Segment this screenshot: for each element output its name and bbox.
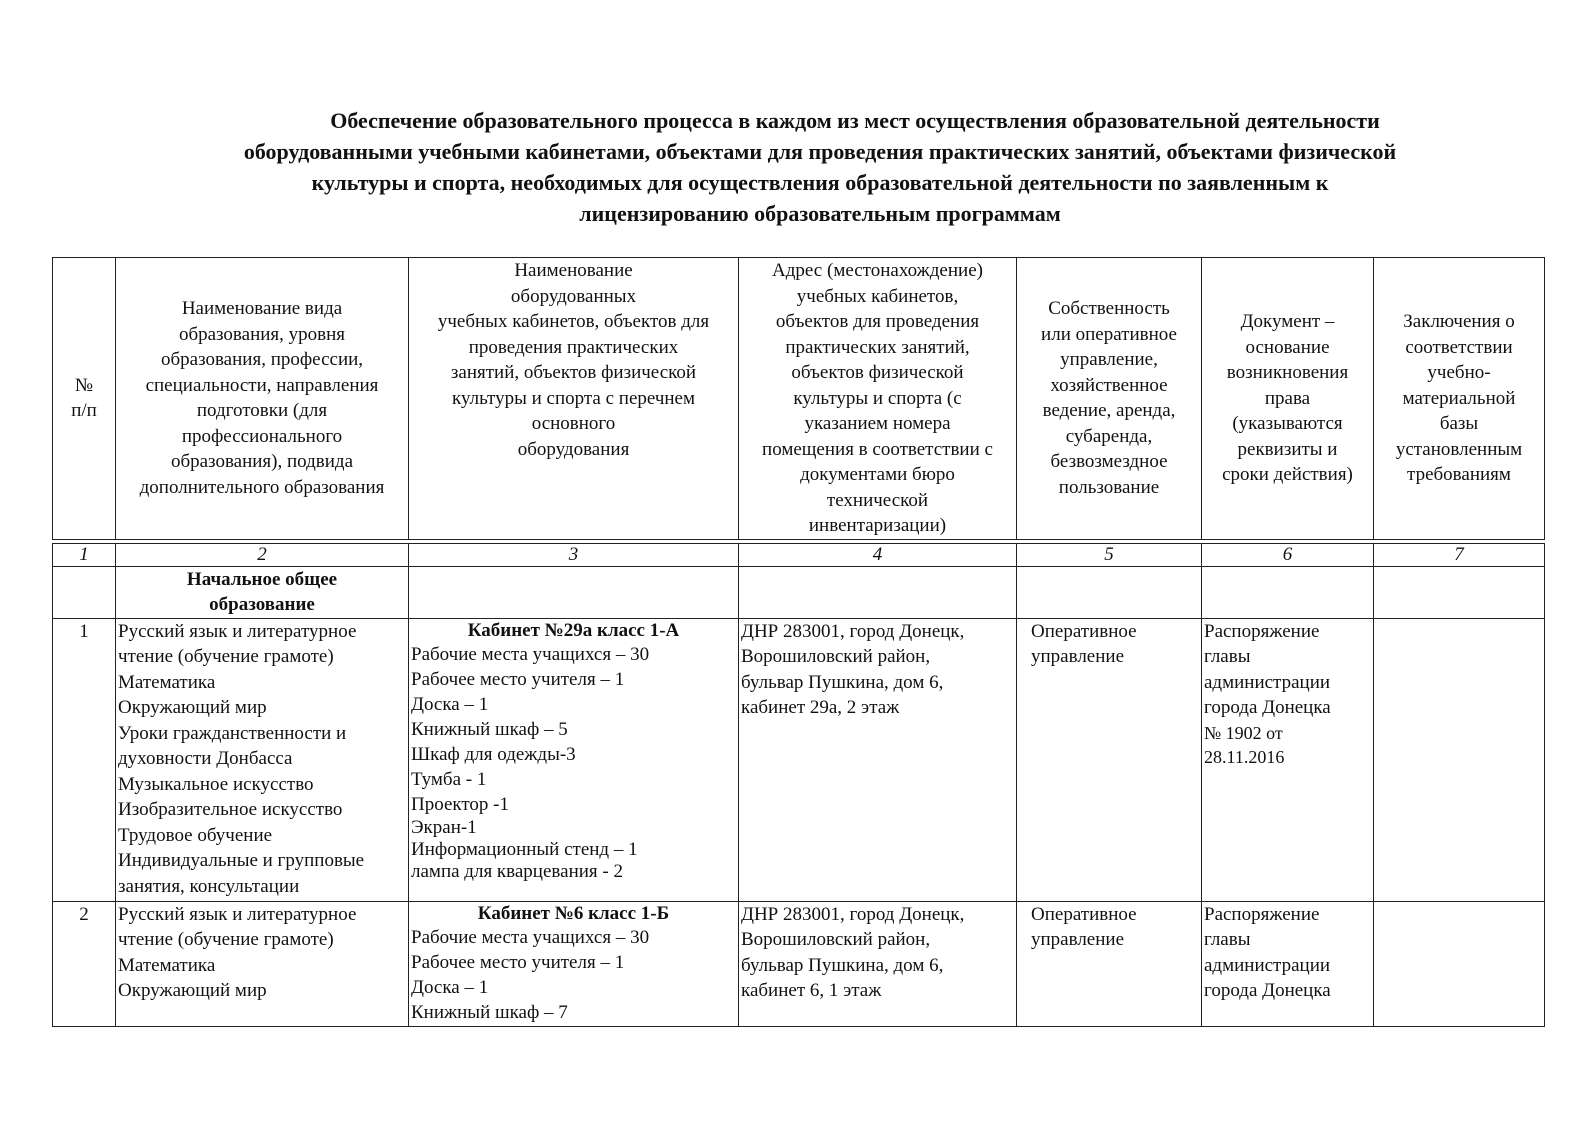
facilities-table	[52, 257, 1545, 1027]
text-line: Оперативное	[1031, 620, 1137, 642]
text-line: Русский язык и литературное	[118, 903, 357, 925]
header-cell-conclusion	[1374, 258, 1545, 540]
text-line: образование	[209, 594, 315, 615]
text-line: субаренда,	[1065, 425, 1153, 447]
ownership-cell	[1017, 618, 1202, 901]
title-line: культуры и спорта, необходимых для осуществления образовательной деятельности по заявленным к	[311, 170, 1329, 195]
column-number: 4	[739, 543, 1017, 566]
text-line: учебных кабинетов,	[796, 285, 959, 307]
column-number: 5	[1017, 543, 1202, 566]
header-cell-number	[53, 258, 116, 540]
text-line: Наименование	[514, 260, 633, 281]
table-row	[53, 618, 1545, 901]
text-line: объектов для проведения	[775, 311, 980, 332]
section-row	[53, 566, 1545, 618]
text-line: кабинет 29а, 2 этаж	[741, 697, 900, 718]
text-line: 28.11.2016	[1204, 746, 1285, 767]
text-line: или оперативное	[1041, 323, 1177, 345]
text-line: №	[74, 374, 94, 396]
document-cell	[1202, 901, 1374, 1026]
text-line: Шкаф для одежды-3	[411, 743, 576, 765]
text-line: управление	[1031, 929, 1125, 950]
text-line: духовности Донбасса	[118, 748, 293, 769]
text-line: пользование	[1058, 476, 1160, 498]
address-cell	[739, 901, 1017, 1026]
text-line: основание	[1245, 336, 1330, 358]
text-line: образования, уровня	[178, 323, 346, 345]
text-line: Информационный стенд – 1	[411, 838, 638, 860]
title-line: оборудованными учебными кабинетами, объектами для проведения практических занятий, объектами физической	[243, 139, 1397, 164]
text-line: Русский язык и литературное	[118, 620, 357, 642]
text-line: Индивидуальные и групповые	[118, 850, 365, 871]
cabinet-title: Кабинет №29а класс 1-А	[467, 619, 680, 641]
text-line: бульвар Пушкина, дом 6,	[741, 671, 944, 693]
text-line: № 1902 от	[1204, 722, 1283, 743]
text-line: оборудования	[517, 438, 630, 460]
text-line: документами бюро	[800, 464, 955, 485]
text-line: Начальное общее	[186, 568, 338, 590]
text-line: Рабочие места учащихся – 30	[411, 643, 650, 665]
text-line: указанием номера	[804, 413, 951, 434]
header-cell-education-type	[116, 258, 409, 540]
equipment-cell	[409, 901, 739, 1026]
text-line: ДНР 283001, город Донецк,	[741, 620, 965, 642]
text-line: ДНР 283001, город Донецк,	[741, 903, 965, 925]
column-number: 1	[53, 543, 116, 566]
text-line: специальности, направления	[145, 374, 379, 396]
text-line: Доска – 1	[411, 976, 489, 998]
column-number: 3	[409, 543, 739, 566]
text-line: практических занятий,	[785, 336, 970, 358]
text-line: технической	[826, 489, 929, 511]
text-line: сроки действия)	[1222, 464, 1353, 485]
text-line: администрации	[1204, 954, 1331, 976]
text-line: культуры и спорта (с	[793, 387, 962, 409]
address-cell	[739, 618, 1017, 901]
text-line: Проектор -1	[411, 793, 509, 815]
section-title	[116, 566, 409, 618]
text-line: Ворошиловский район,	[741, 929, 931, 950]
header-cell-document	[1202, 258, 1374, 540]
conclusion-cell	[1374, 901, 1545, 1026]
text-line: управление	[1031, 646, 1125, 667]
text-line: возникновения	[1226, 362, 1349, 383]
cabinet-title: Кабинет №6 класс 1-Б	[477, 902, 670, 924]
text-line: главы	[1204, 929, 1251, 950]
text-line: образования), подвида	[170, 451, 354, 473]
text-line: Документ –	[1240, 311, 1335, 332]
text-line: установленным	[1395, 438, 1523, 460]
text-line: управление,	[1060, 349, 1158, 371]
text-line: Музыкальное искусство	[118, 773, 314, 795]
text-line: города Донецка	[1204, 980, 1331, 1001]
text-line: занятий, объектов физической	[450, 362, 697, 383]
text-line: Наименование вида	[181, 298, 343, 320]
text-line: реквизиты и	[1237, 438, 1338, 460]
subjects-cell	[116, 618, 409, 901]
text-line: Доска – 1	[411, 693, 489, 715]
column-number: 7	[1374, 543, 1545, 566]
document-title	[110, 105, 1530, 229]
text-line: оборудованных	[510, 285, 637, 307]
text-line: Окружающий мир	[118, 980, 267, 1001]
text-line: Заключения о	[1403, 311, 1515, 332]
text-line: Рабочее место учителя – 1	[411, 951, 625, 973]
text-line: Уроки гражданственности и	[118, 722, 347, 744]
text-line: учебных кабинетов, объектов для	[437, 311, 710, 332]
text-line: администрации	[1204, 671, 1331, 693]
column-number: 6	[1202, 543, 1374, 566]
text-line: Окружающий мир	[118, 697, 267, 718]
subjects-cell	[116, 901, 409, 1026]
text-line: города Донецка	[1204, 697, 1331, 718]
text-line: Экран-1	[411, 816, 477, 838]
text-line: Ворошиловский район,	[741, 646, 931, 667]
ownership-cell	[1017, 901, 1202, 1026]
row-index: 2	[53, 901, 116, 1026]
text-line: права	[1264, 387, 1311, 409]
text-line: ведение, аренда,	[1042, 400, 1176, 422]
text-line: Математика	[118, 954, 216, 976]
header-cell-ownership	[1017, 258, 1202, 540]
title-line: лицензированию образовательным программам	[579, 201, 1061, 226]
text-line: безвозмездное	[1050, 451, 1168, 473]
text-line: занятия, консультации	[118, 875, 300, 897]
text-line: Книжный шкаф – 5	[411, 718, 568, 740]
text-line: Распоряжение	[1204, 903, 1320, 925]
header-row	[53, 258, 1545, 540]
conclusion-cell	[1374, 618, 1545, 901]
text-line: профессионального	[181, 425, 343, 447]
text-line: базы	[1439, 413, 1479, 434]
text-line: культуры и спорта с перечнем	[451, 387, 696, 409]
text-line: Тумба - 1	[411, 768, 487, 790]
text-line: материальной	[1402, 387, 1516, 409]
title-line: Обеспечение образовательного процесса в каждом из мест осуществления образовательной деятельности	[330, 108, 1380, 133]
text-line: Собственность	[1048, 298, 1170, 320]
row-index: 1	[53, 618, 116, 901]
text-line: главы	[1204, 646, 1251, 667]
text-line: Рабочие места учащихся – 30	[411, 926, 650, 948]
text-line: проведения практических	[468, 336, 679, 358]
text-line: Адрес (местонахождение)	[772, 260, 983, 281]
text-line: (указываются	[1232, 413, 1343, 434]
header-cell-address	[739, 258, 1017, 540]
text-line: Трудовое обучение	[118, 824, 273, 846]
text-line: хозяйственное	[1050, 374, 1168, 396]
text-line: дополнительного образования	[139, 476, 385, 498]
equipment-cell	[409, 618, 739, 901]
text-line: соответствии	[1405, 336, 1513, 358]
text-line: Изобразительное искусство	[118, 799, 343, 820]
column-number: 2	[116, 543, 409, 566]
text-line: Рабочее место учителя – 1	[411, 668, 625, 690]
text-line: объектов физической	[791, 362, 964, 383]
text-line: лампа для кварцевания - 2	[411, 860, 623, 882]
text-line: п/п	[71, 400, 97, 422]
text-line: Книжный шкаф – 7	[411, 1001, 568, 1023]
text-line: Математика	[118, 671, 216, 693]
text-line: чтение (обучение грамоте)	[118, 929, 334, 950]
text-line: Распоряжение	[1204, 620, 1320, 642]
document-cell	[1202, 618, 1374, 901]
text-line: кабинет 6, 1 этаж	[741, 980, 882, 1001]
header-cell-cabinets	[409, 258, 739, 540]
text-line: чтение (обучение грамоте)	[118, 646, 334, 667]
text-line: учебно-	[1427, 362, 1491, 383]
text-line: инвентаризации)	[808, 515, 947, 536]
column-number-row	[53, 543, 1545, 566]
table-row	[53, 901, 1545, 1026]
text-line: требованиям	[1407, 464, 1511, 485]
text-line: помещения в соответствии с	[762, 438, 993, 460]
text-line: бульвар Пушкина, дом 6,	[741, 954, 944, 976]
text-line: основного	[531, 413, 616, 434]
text-line: образования, профессии,	[160, 349, 364, 371]
text-line: подготовки (для	[196, 400, 328, 422]
text-line: Оперативное	[1031, 903, 1137, 925]
